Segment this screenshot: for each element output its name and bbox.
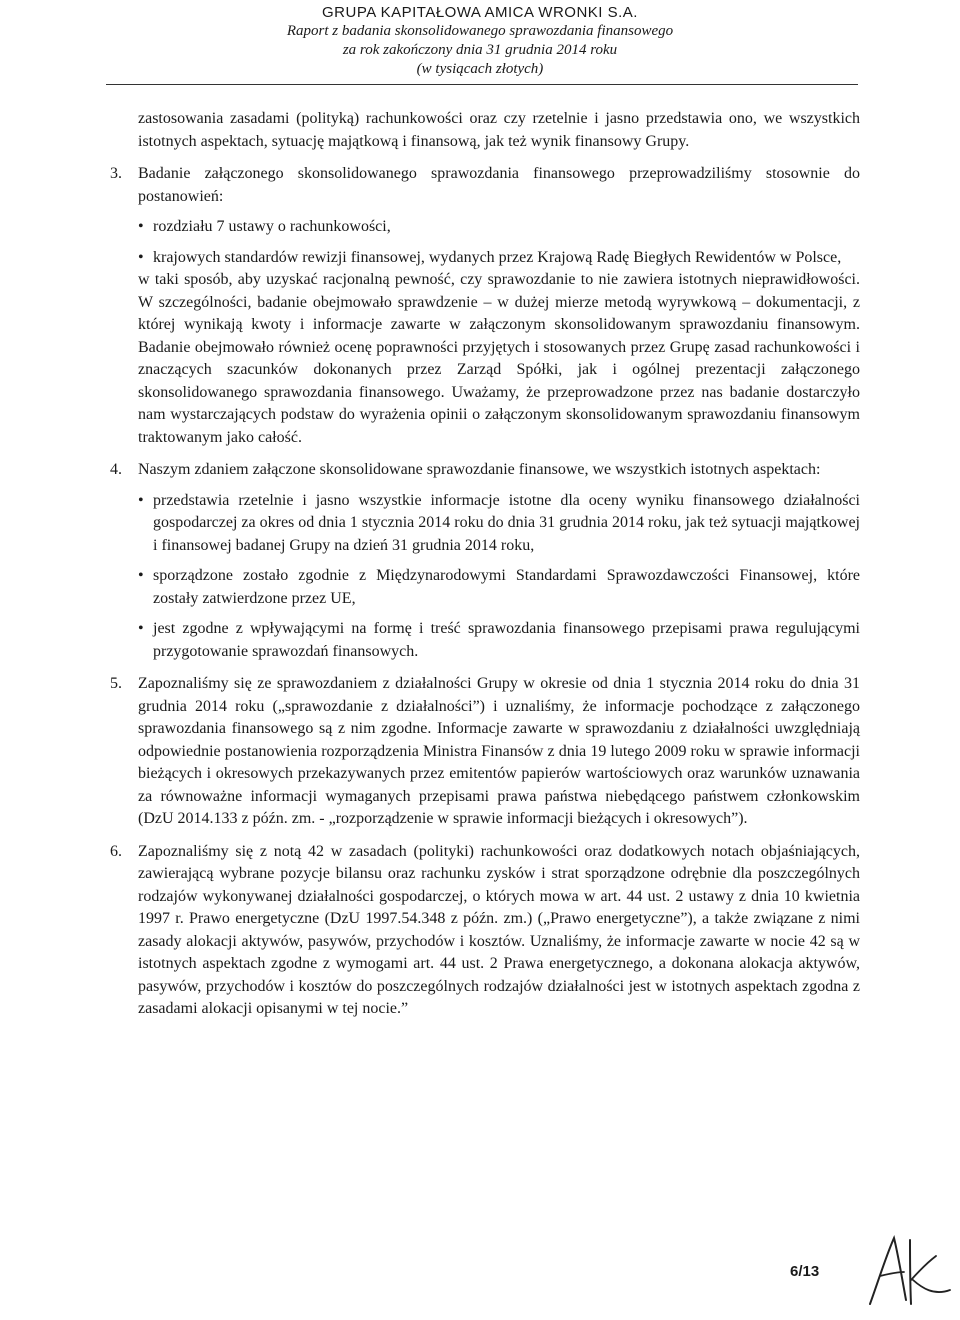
signature-mark bbox=[864, 1230, 954, 1310]
bullet-list bbox=[138, 216, 860, 269]
section-number: 3. bbox=[110, 165, 122, 182]
intro-paragraph: zastosowania zasadami (polityką) rachunkowości oraz czy rzetelnie i jasno przedstawia ono, we wszystkich istotnych aspektach, sytuację majątkową i finansową, jak też wynik finansowy Grupy. bbox=[138, 110, 860, 150]
list-item: • przedstawia rzetelnie i jasno wszystkie informacje istotne dla oceny wyniku finansowego działalności gospodarczej za okres od dnia 1 stycznia 2014 roku do dnia 31 grudnia 2014 roku, jak też sytuacji majątkowej i finansowej badanej Grupy na dzień 31 grudnia 2014 roku, bbox=[138, 490, 860, 558]
page-number: 6/13 bbox=[790, 1263, 820, 1280]
report-title: Raport z badania skonsolidowanego sprawozdania finansowego bbox=[286, 23, 674, 39]
section-number: 5. bbox=[110, 675, 122, 692]
section-lead: Zapoznaliśmy się ze sprawozdaniem z działalności Grupy w okresie od dnia 1 stycznia 2014 roku do dnia 31 grudnia 2014 roku („sprawozdanie z działalności”) i uznaliśmy, że informacje pochodzące z załączonego sprawozdania finansowego są z nim zgodne. Informacje zawarte w sprawozdaniu z działalności uwzględniają odpowiednie postanowienia rozporządzenia Ministra Finansów z dnia 19 lutego 2009 roku w sprawie informacji bieżących i okresowych przekazywanych przez emitentów papierów wartościowych oraz warunków uznawania za równoważne informacji wymaganych przepisami prawa państwa niebędącego państwem członkowskim (DzU 2014.133 z późn. zm. - „rozporządzenie w sprawie informacji bieżących i okresowych”). bbox=[138, 675, 860, 827]
list-item: • rozdziału 7 ustawy o rachunkowości, bbox=[138, 216, 860, 239]
section-body: w taki sposób, aby uzyskać racjonalną pewność, czy sprawozdanie to nie zawiera istotnych nieprawidłowości. W szczególności, badanie obejmowało sprawdzenie – w dużej mierze metodą wyrywkową – dokumentacji, z której wynikają kwoty i informacje zawarte w załączonym skonsolidowanym sprawozdaniu finansowym. Badanie obejmowało również ocenę poprawności przyjętych i stosowanych przez Grupę zasad rachunkowości i znaczących szacunków dokonanych przez Zarząd Spółki, jak i ogólnej prezentacji załączonego skonsolidowanego sprawozdania finansowego. Uważamy, że przeprowadzone przez nas badanie dostarczyło nam wystarczających podstaw do wyrażenia opinii o załączonym skonsolidowanym sprawozdaniu finansowym traktowanym jako całość. bbox=[138, 271, 860, 446]
bullet-list bbox=[138, 490, 860, 664]
section-4 bbox=[110, 459, 860, 663]
list-item: • jest zgodne z wpływającymi na formę i treść sprawozdania finansowego przepisami prawa regulującymi przygotowanie sprawozdań finansowych. bbox=[138, 618, 860, 663]
report-period: za rok zakończony dnia 31 grudnia 2014 roku bbox=[342, 42, 618, 58]
section-3 bbox=[110, 163, 860, 449]
header-rule bbox=[106, 84, 858, 85]
section-5 bbox=[110, 673, 860, 831]
section-lead: Badanie załączonego skonsolidowanego sprawozdania finansowego przeprowadziliśmy stosownie do postanowień: bbox=[138, 165, 860, 205]
list-item: • krajowych standardów rewizji finansowej, wydanych przez Krajową Radę Biegłych Rewidentów w Polsce, bbox=[138, 247, 860, 270]
company-name: GRUPA KAPITAŁOWA AMICA WRONKI S.A. bbox=[322, 4, 638, 21]
section-lead: Naszym zdaniem załączone skonsolidowane sprawozdanie finansowe, we wszystkich istotnych aspektach: bbox=[138, 461, 821, 478]
section-number: 6. bbox=[110, 842, 122, 860]
section-6 bbox=[110, 841, 860, 1021]
section-number: 4. bbox=[110, 461, 122, 478]
list-item: • sporządzone zostało zgodnie z Międzynarodowymi Standardami Sprawozdawczości Finansowej, które zostały zatwierdzone przez UE, bbox=[138, 565, 860, 610]
section-lead: Zapoznaliśmy się z notą 42 w zasadach (polityki) rachunkowości oraz dodatkowych notach objaśniających, zawierającą wybrane pozycje bilansu oraz rachunku zysków i strat sporządzone odrębnie dla poszczególnych rodzajów wykonywanej działalności gospodarczej, o których mowa w art. 44 ust. 2 ustawy z dnia 10 kwietnia 1997 r. Prawo energetyczne (DzU 1997.54.348 z późn. zm.) („Prawo energetyczne”), a także związane z nimi zasady alokacji aktywów, pasywów, przychodów i kosztów. Uznaliśmy, że informacje zawarte w nocie 42 są w istotnych aspektach zgodne z wymogami art. 44 ust. 2 Prawa energetycznego, a dokonana alokacja aktywów, pasywów, przychodów i kosztów do poszczególnych rodzajów działalności jest w istotnych aspektach zgodna z zasadami alokacji opisanymi w tej nocie.” bbox=[138, 842, 860, 1017]
document-body bbox=[110, 108, 860, 1021]
report-units: (w tysiącach złotych) bbox=[416, 61, 544, 77]
document-header bbox=[0, 0, 960, 79]
